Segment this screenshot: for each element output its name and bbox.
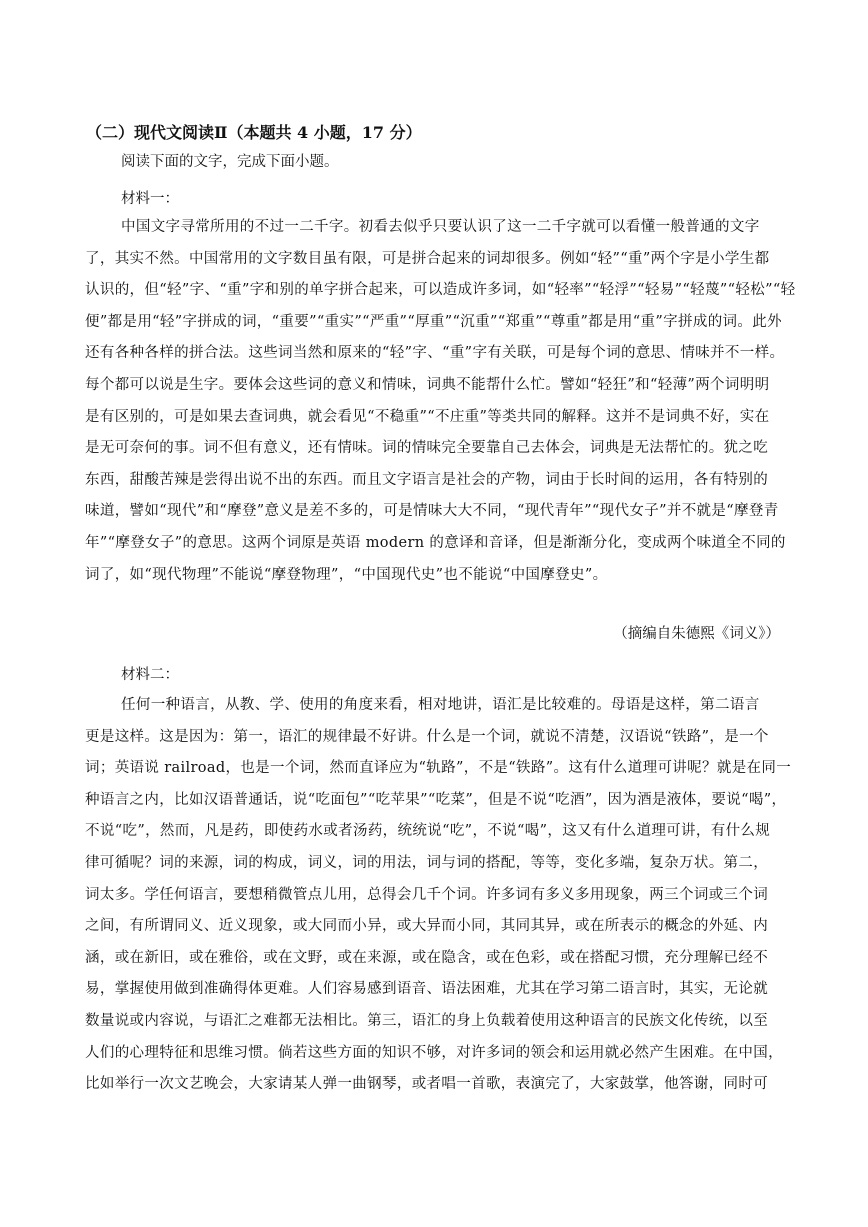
- material2-passage: [85, 690, 797, 1101]
- passage-line: 比如举行一次文艺晚会，大家请某人弹一曲钢琴，或者唱一首歌，表演完了，大家鼓掌，他答谢，同时可: [85, 1076, 769, 1093]
- passage-line: 数量说或内容说，与语汇之难都无法相比。第三，语汇的身上负载着使用这种语言的民族文化传统，以至: [85, 1012, 769, 1029]
- passage-line: 之间，有所谓同义、近义现象，或大同而小异，或大异而小同，其同其异，或在所表示的概念的外延、内: [85, 918, 769, 935]
- passage-line: 中国文字寻常所用的不过一二千字。初看去似乎只要认识了这一二千字就可以看懂一般普通的文字: [121, 219, 760, 235]
- passage-line: 了，其实不然。中国常用的文字数目虽有限，可是拼合起来的词却很多。例如“轻”“重”两个字是小学生都: [85, 250, 770, 267]
- passage-line: 便”都是用“轻”字拼成的词，“重要”“重实”“严重”“厚重”“沉重”“郑重”“尊重”都是用“重”字拼成的词。此外: [85, 313, 782, 330]
- passage-line: 不说“吃”，然而，凡是药，即使药水或者汤药，统统说“吃”，不说“喝”，这又有什么道理可讲，有什么规: [85, 823, 771, 840]
- passage-line: 涵，或在新旧，或在雅俗，或在文野，或在来源，或在隐含，或在色彩，或在搭配习惯，充分理解已经不: [85, 949, 769, 966]
- passage-line: 年”“摩登女子”的意思。这两个词原是英语 modern 的意译和音译，但是渐渐分化，变成两个味道全不同的: [85, 534, 786, 551]
- instruction-text: 阅读下面的文字，完成下面小题。: [121, 154, 339, 170]
- passage-line: 词了，如“现代物理”不能说“摩登物理”，“中国现代史”也不能说“中国摩登史”。: [85, 566, 608, 583]
- passage-line: 易，掌握使用做到准确得体更难。人们容易感到语音、语法困难，尤其在学习第二语言时，其实，无论就: [85, 981, 769, 998]
- material2-label: 材料二：: [121, 667, 179, 683]
- material1-label: 材料一：: [121, 191, 179, 207]
- passage-line: 种语言之内，比如汉语普通话，说“吃面包”“吃苹果”“吃菜”，但是不说“吃酒”，因为酒是液体，要说“喝”，: [85, 791, 787, 808]
- passage-line: 词太多。学任何语言，要想稍微管点儿用，总得会几千个词。许多词有多义多用现象，两三个词或三个词: [85, 886, 769, 903]
- section-heading: （二）现代文阅读Ⅱ（本题共 4 小题，17 分）: [86, 123, 422, 142]
- passage-line: 认识的，但“轻”字、“重”字和别的单字拼合起来，可以造成许多词，如“轻率”“轻浮”“轻易”“轻蔑”“轻松”“轻: [85, 282, 796, 299]
- passage-line: 是无可奈何的事。词不但有意义，还有情味。词的情味完全要靠自己去体会，词典是无法帮忙的。犹之吃: [85, 440, 769, 457]
- passage-line: 味道，譬如“现代”和“摩登”意义是差不多的，可是情味大大不同，“现代青年”“现代女子”并不就是“摩登青: [85, 503, 779, 520]
- passage-line: 更是这样。这是因为：第一，语汇的规律最不好讲。什么是一个词，就说不清楚，汉语说“铁路”，是一个: [85, 728, 769, 745]
- source-citation: （摘编自朱德熙《词义》）: [613, 626, 780, 642]
- passage-line: 东西，甜酸苦辣是尝得出说不出的东西。而且文字语言是社会的产物，词由于长时间的运用，各有特别的: [85, 471, 769, 488]
- passage-line: 人们的心理特征和思维习惯。倘若这些方面的知识不够，对许多词的领会和运用就必然产生困难。在中国，: [85, 1044, 783, 1061]
- passage-line: 每个都可以说是生字。要体会这些词的意义和情味，词典不能帮什么忙。譬如“轻狂”和“轻薄”两个词明明: [85, 376, 770, 393]
- material1-passage: [85, 212, 797, 591]
- passage-line: 律可循呢？词的来源，词的构成，词义，词的用法，词与词的搭配，等等，变化多端，复杂万状。第二，: [85, 854, 769, 871]
- passage-line: 词；英语说 railroad，也是一个词，然而直译应为“轨路”，不是“铁路”。这有什么道理可讲呢？就是在同一: [85, 760, 792, 777]
- passage-line: 任何一种语言，从教、学、使用的角度来看，相对地讲，语汇是比较难的。母语是这样，第二语言: [121, 697, 760, 713]
- passage-line: 是有区别的，可是如果去查词典，就会看见“不稳重”“不庄重”等类共同的解释。这并不是词典不好，实在: [85, 408, 770, 425]
- passage-line: 还有各种各样的拼合法。这些词当然和原来的“轻”字、“重”字有关联，可是每个词的意思、情味并不一样。: [85, 345, 785, 362]
